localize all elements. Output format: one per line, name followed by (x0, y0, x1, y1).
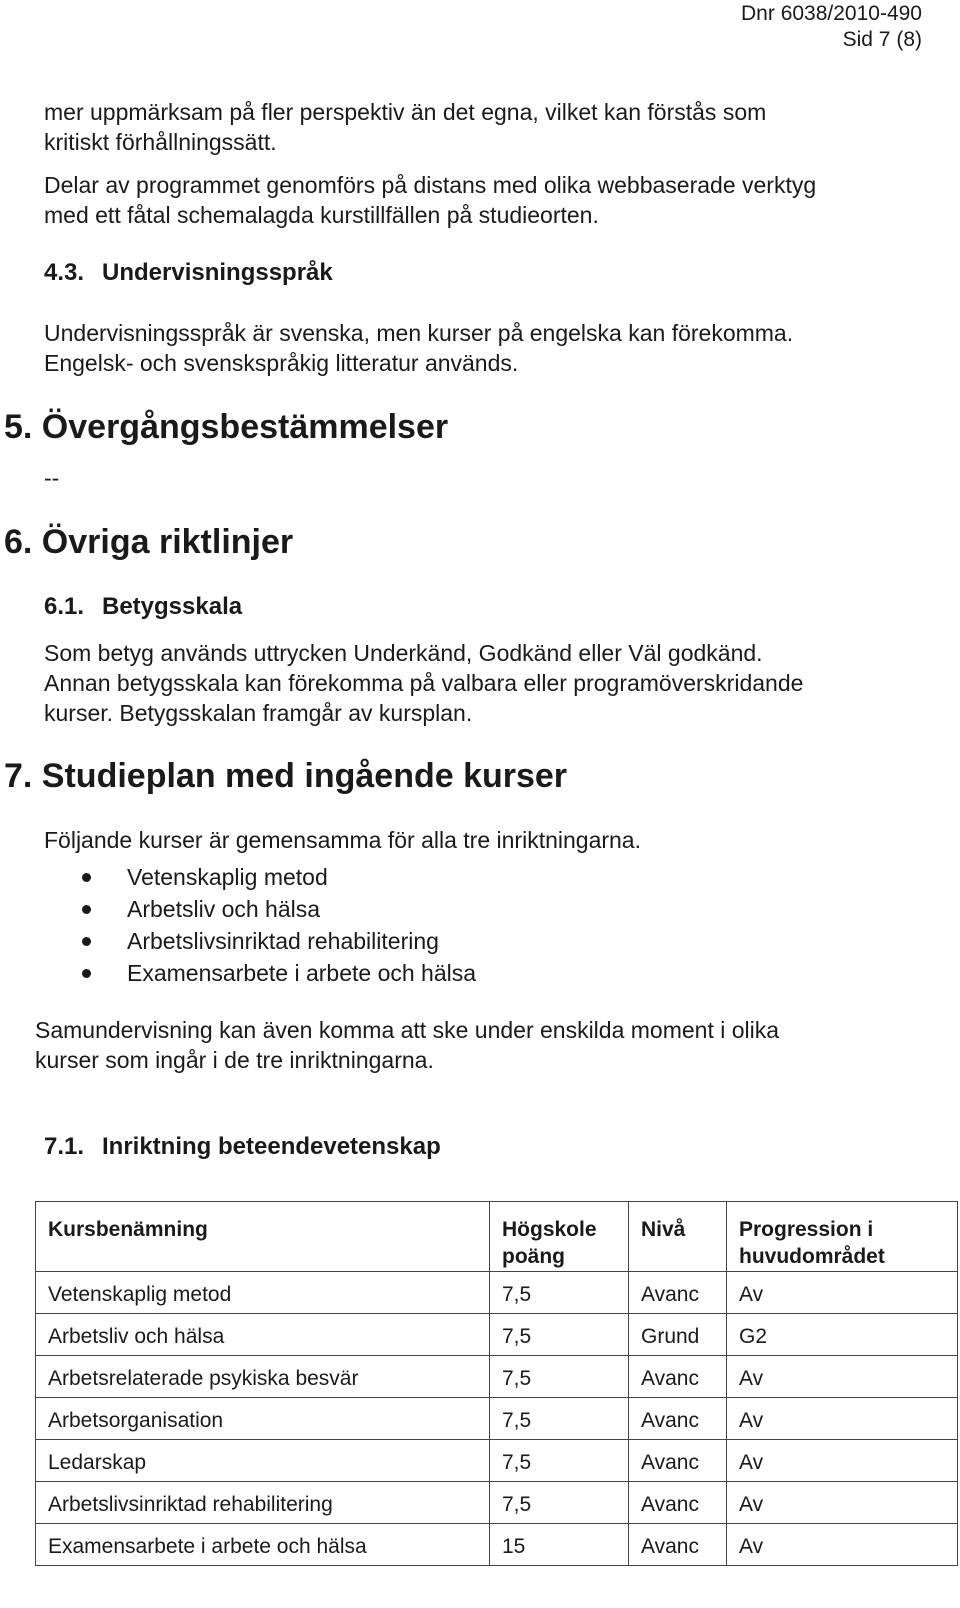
section-7-heading: 7. Studieplan med ingående kurser (4, 757, 568, 795)
table-row (36, 1524, 958, 1566)
section-number: 4.3. (44, 259, 85, 286)
cell-credits: 7,5 (490, 1482, 629, 1524)
distance-line: Delar av programmet genomförs på distans med olika webbaserade verktyg (44, 172, 817, 198)
bullet-icon (82, 873, 91, 882)
cell-course: Ledarskap (36, 1440, 490, 1482)
cell-credits: 7,5 (490, 1398, 629, 1440)
list-item (82, 957, 476, 989)
distance-paragraph (44, 170, 816, 230)
cell-level: Avanc (629, 1482, 727, 1524)
language-line: Undervisningsspråk är svenska, men kurser på engelska kan förekomma. (44, 320, 794, 346)
bullet-icon (82, 969, 91, 978)
course-table (35, 1201, 958, 1566)
cell-level: Avanc (629, 1440, 727, 1482)
list-item (82, 861, 476, 893)
language-paragraph (44, 318, 793, 378)
cell-course: Arbetsliv och hälsa (36, 1314, 490, 1356)
cell-level: Avanc (629, 1524, 727, 1566)
header-credits-line: Högskole (502, 1218, 597, 1241)
document-number: Dnr 6038/2010-490 (741, 2, 922, 25)
table-row (36, 1356, 958, 1398)
intro-line: mer uppmärksam på fler perspektiv än det egna, vilket kan förstås som (44, 99, 767, 125)
section-title: Betygsskala (102, 593, 243, 620)
header-progression-line: huvudområdet (739, 1245, 885, 1268)
section-title: Inriktning beteendevetenskap (102, 1133, 441, 1160)
cell-progression: Av (727, 1272, 958, 1314)
section-6-heading: 6. Övriga riktlinjer (4, 523, 294, 561)
intro-line: kritiskt förhållningssätt. (44, 129, 277, 155)
cell-progression: Av (727, 1524, 958, 1566)
bullet-icon (82, 905, 91, 914)
cell-credits: 15 (490, 1524, 629, 1566)
common-courses-list (82, 861, 476, 989)
section-number: 6.1. (44, 593, 85, 620)
intro-paragraph (44, 97, 766, 157)
distance-line: med ett fåtal schemalagda kurstillfällen på studieorten. (44, 202, 599, 228)
section-4-3-heading (44, 258, 333, 288)
list-item (82, 893, 476, 925)
table-header-row (36, 1202, 958, 1272)
section-6-1-heading (44, 592, 242, 622)
section-title: Undervisningsspråk (102, 259, 333, 286)
grading-line: Som betyg används uttrycken Underkänd, Godkänd eller Väl godkänd. (44, 640, 763, 666)
list-item (82, 925, 476, 957)
section-7-lead: Följande kurser är gemensamma för alla tre inriktningarna. (44, 827, 641, 853)
cell-progression: G2 (727, 1314, 958, 1356)
table-row (36, 1398, 958, 1440)
cell-level: Avanc (629, 1356, 727, 1398)
language-line: Engelsk- och svenskspråkig litteratur används. (44, 350, 519, 376)
cell-credits: 7,5 (490, 1440, 629, 1482)
table-row (36, 1440, 958, 1482)
grading-line: kurser. Betygsskalan framgår av kursplan. (44, 700, 473, 726)
co-teaching-line: kurser som ingår i de tre inriktningarna. (35, 1047, 434, 1073)
list-item-label: Arbetsliv och hälsa (127, 896, 321, 922)
cell-progression: Av (727, 1482, 958, 1524)
cell-course: Examensarbete i arbete och hälsa (36, 1524, 490, 1566)
cell-progression: Av (727, 1356, 958, 1398)
co-teaching-line: Samundervisning kan även komma att ske under enskilda moment i olika (35, 1017, 780, 1043)
table-row (36, 1482, 958, 1524)
header-level: Nivå (629, 1202, 727, 1272)
grading-paragraph (44, 638, 803, 728)
section-number: 7.1. (44, 1133, 85, 1160)
cell-credits: 7,5 (490, 1314, 629, 1356)
list-item-label: Examensarbete i arbete och hälsa (127, 960, 477, 986)
page-number: Sid 7 (8) (842, 28, 922, 51)
cell-credits: 7,5 (490, 1356, 629, 1398)
header-progression (727, 1202, 958, 1272)
table-row (36, 1272, 958, 1314)
header-credits (490, 1202, 629, 1272)
bullet-icon (82, 937, 91, 946)
header-credits-line: poäng (502, 1245, 565, 1268)
cell-course: Arbetsrelaterade psykiska besvär (36, 1356, 490, 1398)
cell-course: Arbetslivsinriktad rehabilitering (36, 1482, 490, 1524)
list-item-label: Arbetslivsinriktad rehabilitering (127, 928, 439, 954)
cell-progression: Av (727, 1398, 958, 1440)
cell-credits: 7,5 (490, 1272, 629, 1314)
cell-level: Grund (629, 1314, 727, 1356)
co-teaching-paragraph (35, 1015, 779, 1075)
header-course: Kursbenämning (36, 1202, 490, 1272)
cell-progression: Av (727, 1440, 958, 1482)
section-5-heading: 5. Övergångsbestämmelser (4, 408, 449, 446)
cell-level: Avanc (629, 1398, 727, 1440)
cell-course: Arbetsorganisation (36, 1398, 490, 1440)
header-progression-line: Progression i (739, 1218, 874, 1241)
cell-course: Vetenskaplig metod (36, 1272, 490, 1314)
grading-line: Annan betygsskala kan förekomma på valbara eller programöverskridande (44, 670, 804, 696)
table-row (36, 1314, 958, 1356)
section-7-1-heading (44, 1132, 441, 1162)
list-item-label: Vetenskaplig metod (127, 864, 328, 890)
section-5-text: -- (44, 465, 60, 491)
cell-level: Avanc (629, 1272, 727, 1314)
